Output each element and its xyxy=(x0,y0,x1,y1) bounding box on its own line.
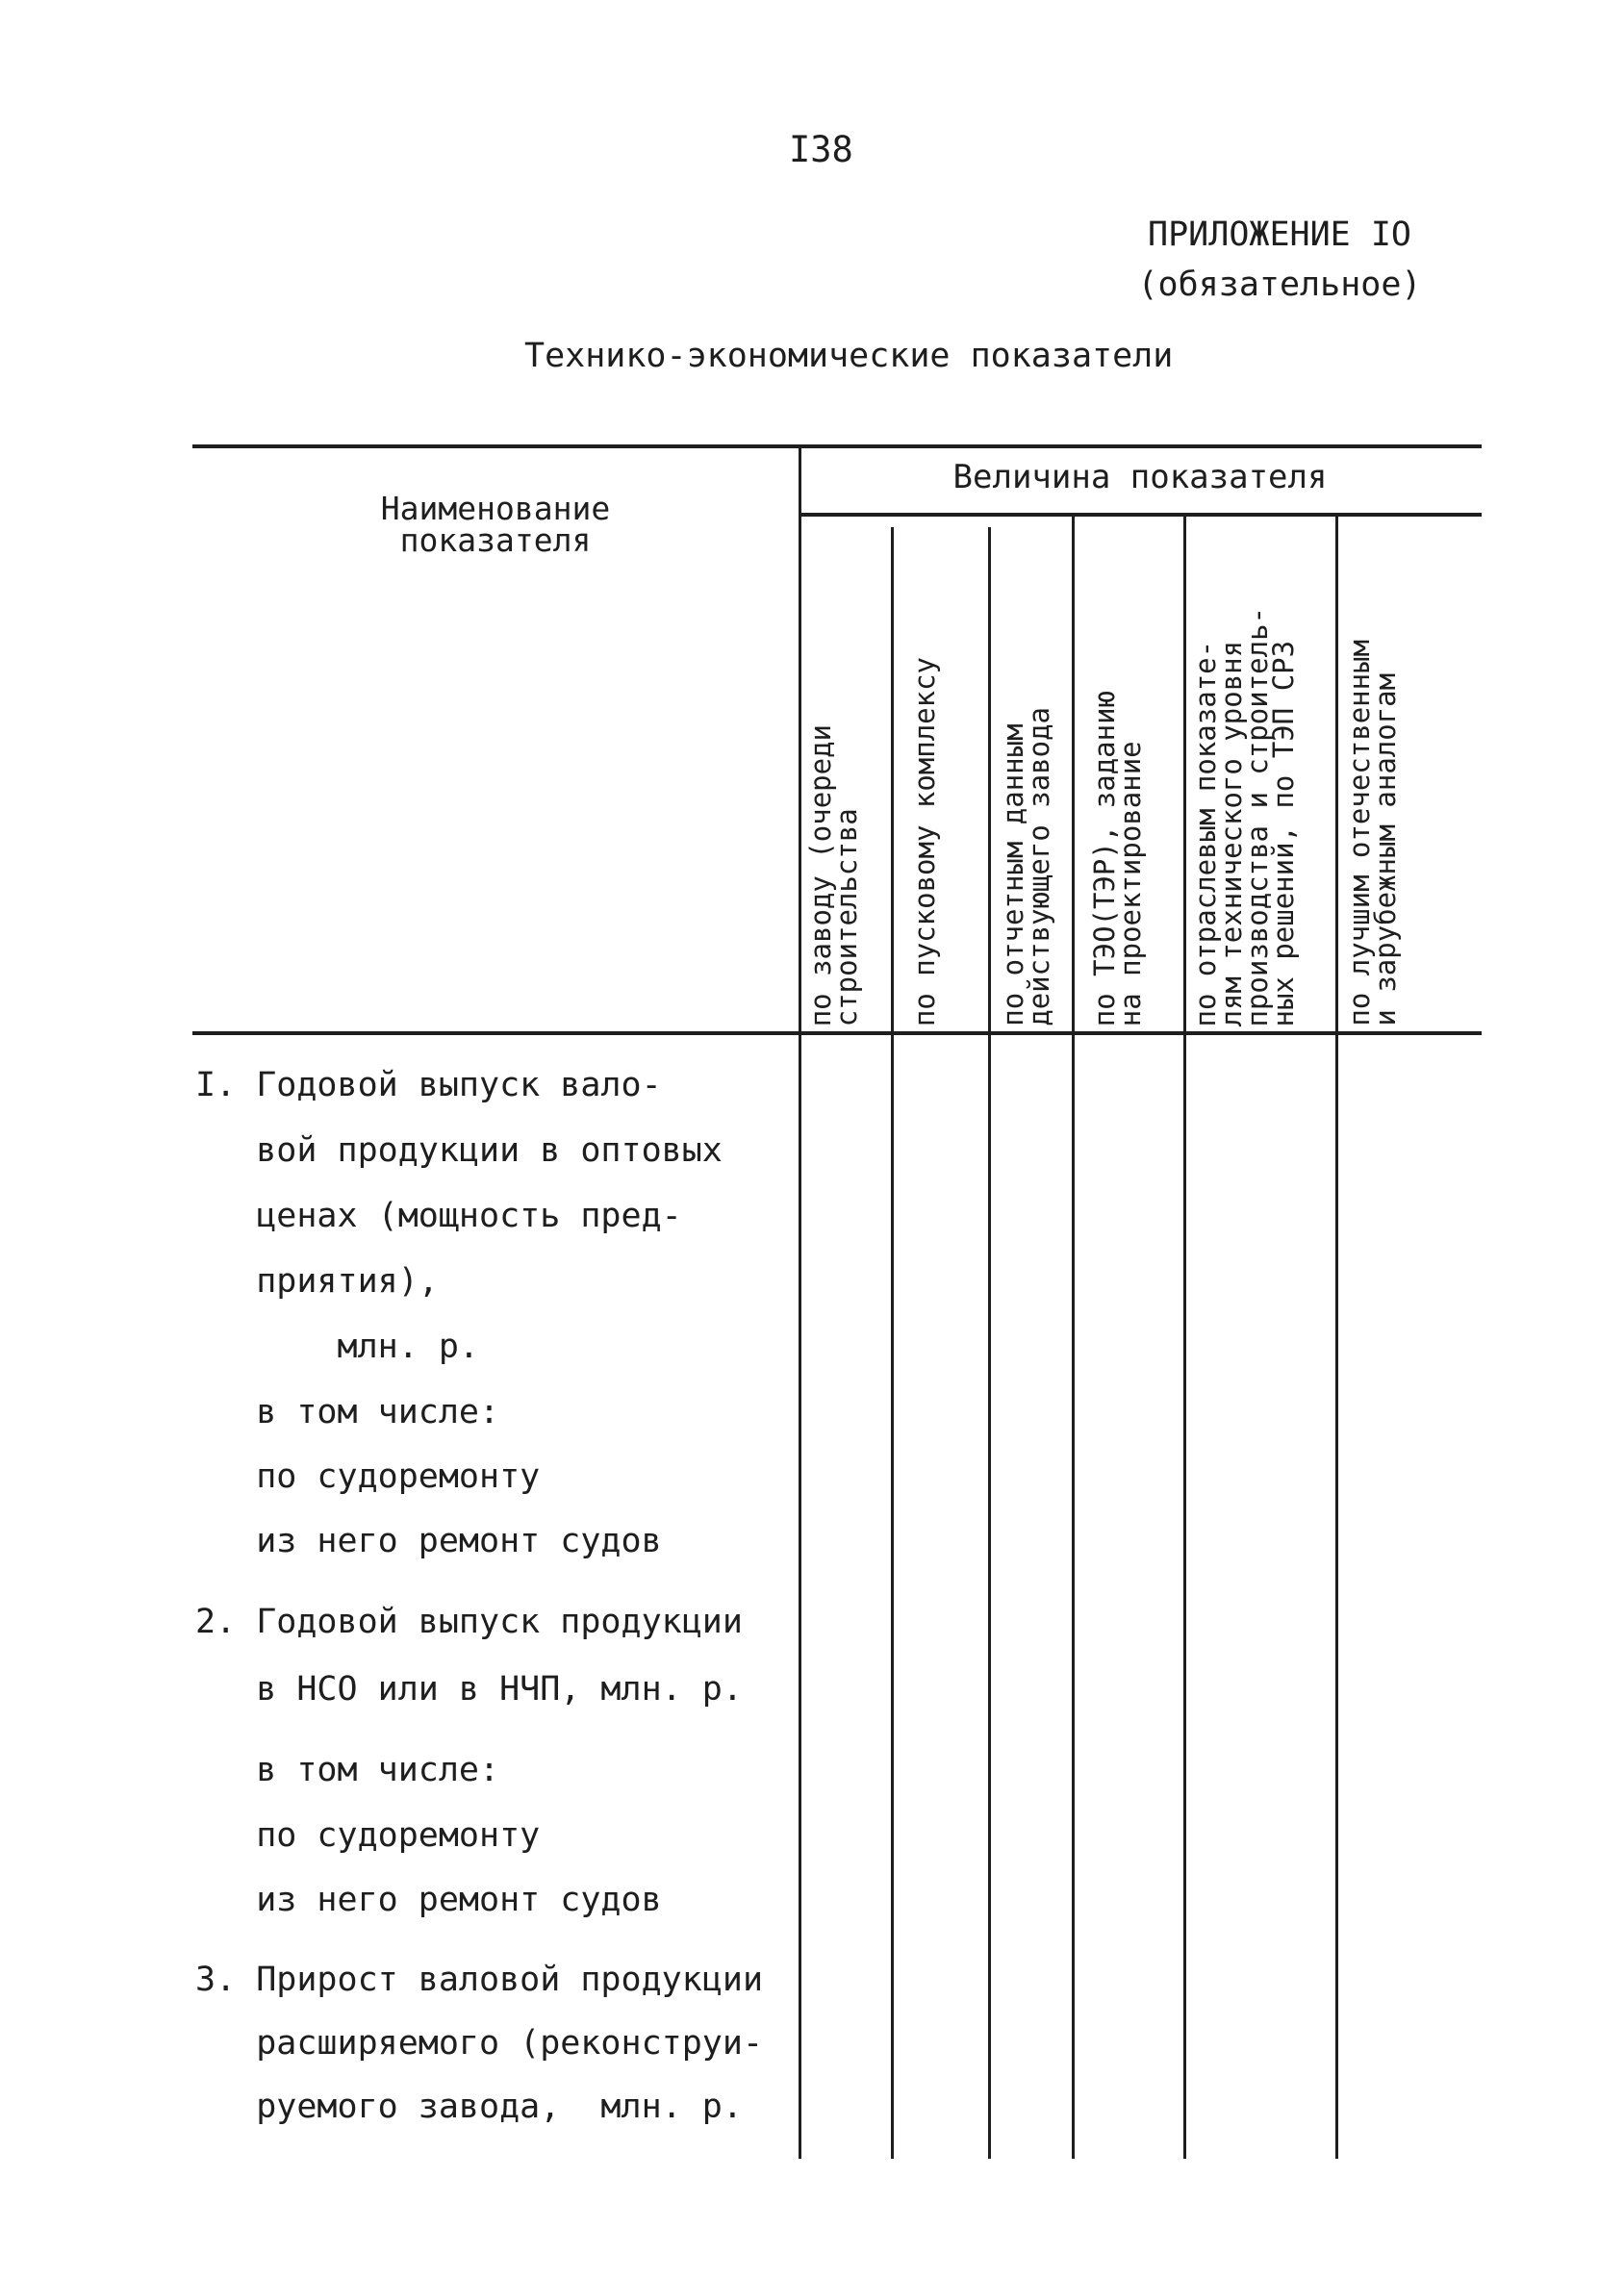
column-header-feasibility-study: по ТЭО(ТЭР), заданию на проектирование xyxy=(1088,690,1147,1026)
column-header-plant: по заводу (очереди строительства xyxy=(804,723,863,1026)
table-row: вой продукции в оптовых xyxy=(195,1131,723,1170)
column-divider xyxy=(988,527,991,2159)
table-row: расширяемого (реконструи- xyxy=(195,2024,764,2063)
column-divider xyxy=(891,527,894,2159)
page-number: I38 xyxy=(789,129,853,170)
table-row: в НСО или в НЧП, млн. р. xyxy=(195,1670,743,1709)
column-divider xyxy=(1183,517,1186,2159)
appendix-note: (обязательное) xyxy=(1137,266,1422,304)
table-row: в том числе: xyxy=(195,1393,500,1431)
table-row: из него ремонт судов xyxy=(195,1522,662,1560)
table-row: I. Годовой выпуск вало- xyxy=(195,1066,662,1104)
table-row: млн. р. xyxy=(195,1328,480,1366)
table-row: 2. Годовой выпуск продукции xyxy=(195,1603,743,1641)
name-column-header xyxy=(192,490,799,559)
header-bottom-rule xyxy=(192,1031,1482,1035)
table-row: по судоремонту xyxy=(195,1457,541,1496)
table-row: в том числе: xyxy=(195,1751,500,1789)
table-top-rule xyxy=(192,444,1482,448)
table-row: руемого завода, млн. р. xyxy=(195,2088,743,2126)
table-row: из него ремонт судов xyxy=(195,1881,662,1919)
column-header-startup-complex: по пусковому комплексу xyxy=(908,656,941,1026)
name-column-divider xyxy=(799,448,801,2159)
name-column-header-line: Наименование показателя xyxy=(380,490,611,559)
column-header-industry-indicators: по отраслевым показате- лям технического уровня производства и строитель- ных решений, по ТЭП СРЗ xyxy=(1189,606,1300,1026)
column-divider xyxy=(1335,517,1338,2159)
value-column-header: Величина показателя xyxy=(952,458,1328,496)
column-header-reported-data: по отчетным данным действующего завода xyxy=(997,707,1055,1026)
value-header-rule xyxy=(799,513,1482,517)
table-row: по судоремонту xyxy=(195,1816,541,1855)
table-row: ценах (мощность пред- xyxy=(195,1197,682,1235)
appendix-label xyxy=(1097,210,1462,310)
document-title: Технико-экономические показатели xyxy=(524,337,1174,375)
table-row: приятия), xyxy=(195,1262,439,1301)
column-header-best-analogues: по лучшим отечественным и зарубежным аналогам xyxy=(1343,640,1402,1026)
column-divider xyxy=(1072,517,1075,2159)
table-row: 3. Прирост валовой продукции xyxy=(195,1961,764,1999)
appendix-title: ПРИЛОЖЕНИЕ IO xyxy=(1148,215,1411,254)
